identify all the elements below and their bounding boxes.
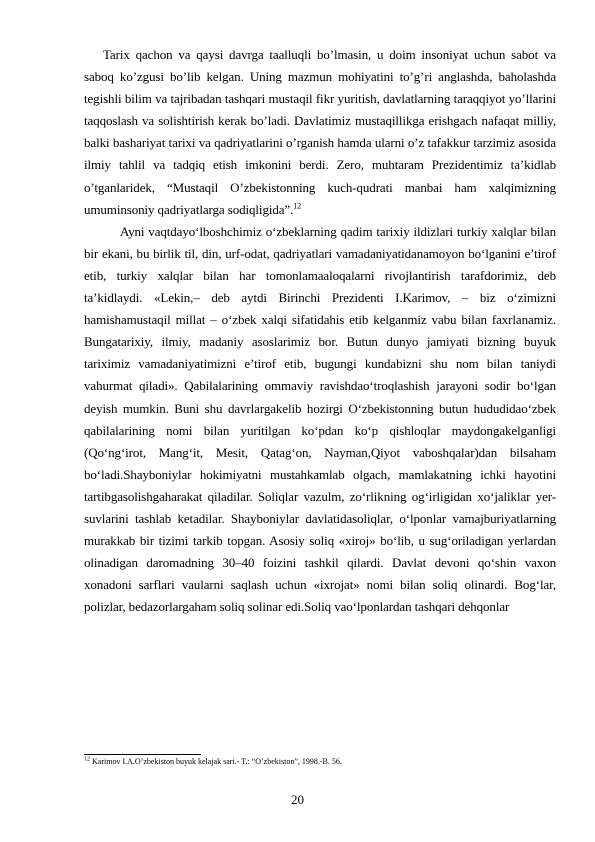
paragraph-1-text: Tarix qachon va qaysi davrga taalluqli bo’lmasin, u doim insoniyat uchun sabot va saboq ko’zgusi bo’lib kelgan. Uning mazmun mohiyatini to’g’ri anglashda, baholashda tegishli bilim va tajribadan tashqari mustaqil fikr yuritish, davlatlarning taraqqiyot yo’llarini taqqoslash va solishtirish kerak bo’ladi. Davlatimiz mustaqillikga erishgach nafaqat milliy, balki bashariyat tarixi va qadriyatlarini o’rganish hamda ularni o’z tafakkur tarzimiz asosida ilmiy tahlil va tadqiq etish imkonini berdi. Zero, muhtaram Prezidentimiz ta’kidlab o’tganlaridek, “Mustaqil O’zbekistonning kuch-qudrati manbai ham xalqimizning umuminsoniy qadriyatlarga sodiqligida”. (84, 47, 556, 217)
paragraph-1 (84, 44, 556, 221)
body-text (84, 44, 556, 618)
footnote-divider (84, 754, 201, 755)
page-number: 20 (291, 792, 304, 807)
footnote-reference: 12 (293, 201, 302, 211)
footnote (84, 757, 556, 767)
footnote-number: 12 (84, 756, 90, 763)
paragraph-2: Ayni vaqtdayo‘lboshchimiz o‘zbeklarning qadim tarixiy ildizlari turkiy xalqlar bilan bir ekani, bu birlik til, din, urf-odat, qadriyatlari vamadaniyatidanamoyon bo‘lganini e’tirof etib, turkiy xalqlar bilan har tomonlamaaloqalarni rivojlantirish tarafdorimiz, deb ta’kidlaydi. «Lekin,– deb aytdi Birinchi Prezidenti I.Karimov, – biz o‘zimizni hamishamustaqil millat – o‘zbek xalqi sifatidahis etib kelganmiz vabu bilan faxrlanamiz. Bungatarixiy, ilmiy, madaniy asoslarimiz bor. Butun dunyo jamiyati bizning buyuk tariximiz vamadaniyatimizni e’tirof etib, bugungi kundabizni shu nom bilan taniydi vahurmat qiladi». Qabilalarining ommaviy ravishdao‘troqlashish jarayoni sodir bo‘lgan deyish mumkin. Buni shu davrlargakelib hozirgi O‘zbekistonning butun hududidao‘zbek qabilalarining nomi bilan yuritilgan ko‘pdan ko‘p qishloqlar maydongakelganligi (Qo‘ng‘irot, Mang‘it, Mesit, Qatag‘on, Nayman,Qiyot vaboshqalar)dan bilsaham bo‘ladi.Shayboniylar hokimiyatni mustahkamlab olgach, mamlakatning ichki hayotini tartibgasolishgaharakat qiladilar. Soliqlar vazulm, zo‘rlikning og‘irligidan xo‘jaliklar yer-suvlarini tashlab ketadilar. Shayboniylar davlatidasoliqlar, o‘lponlar vamajburiyatlarning murakkab bir tizimi tarkib topgan. Asosiy soliq «xiroj» bo‘lib, u sug‘oriladigan yerlardan olinadigan daromadning 30–40 foizini tashkil qilardi. Davlat devoni qo‘shin vaxon xonadoni sarflari vaularni saqlash uchun «ixrojat» nomi bilan soliq olinardi. Bog‘lar, polizlar, bedazorlargaham soliq solinar edi.Soliq vao‘lponlardan tashqari dehqonlar (84, 223, 556, 615)
footnote-text: Karimov I.A.O’zbekiston buyuk kelajak sari.- T.: “O’zbekiston”, 1998.-B. 56. (90, 757, 342, 766)
